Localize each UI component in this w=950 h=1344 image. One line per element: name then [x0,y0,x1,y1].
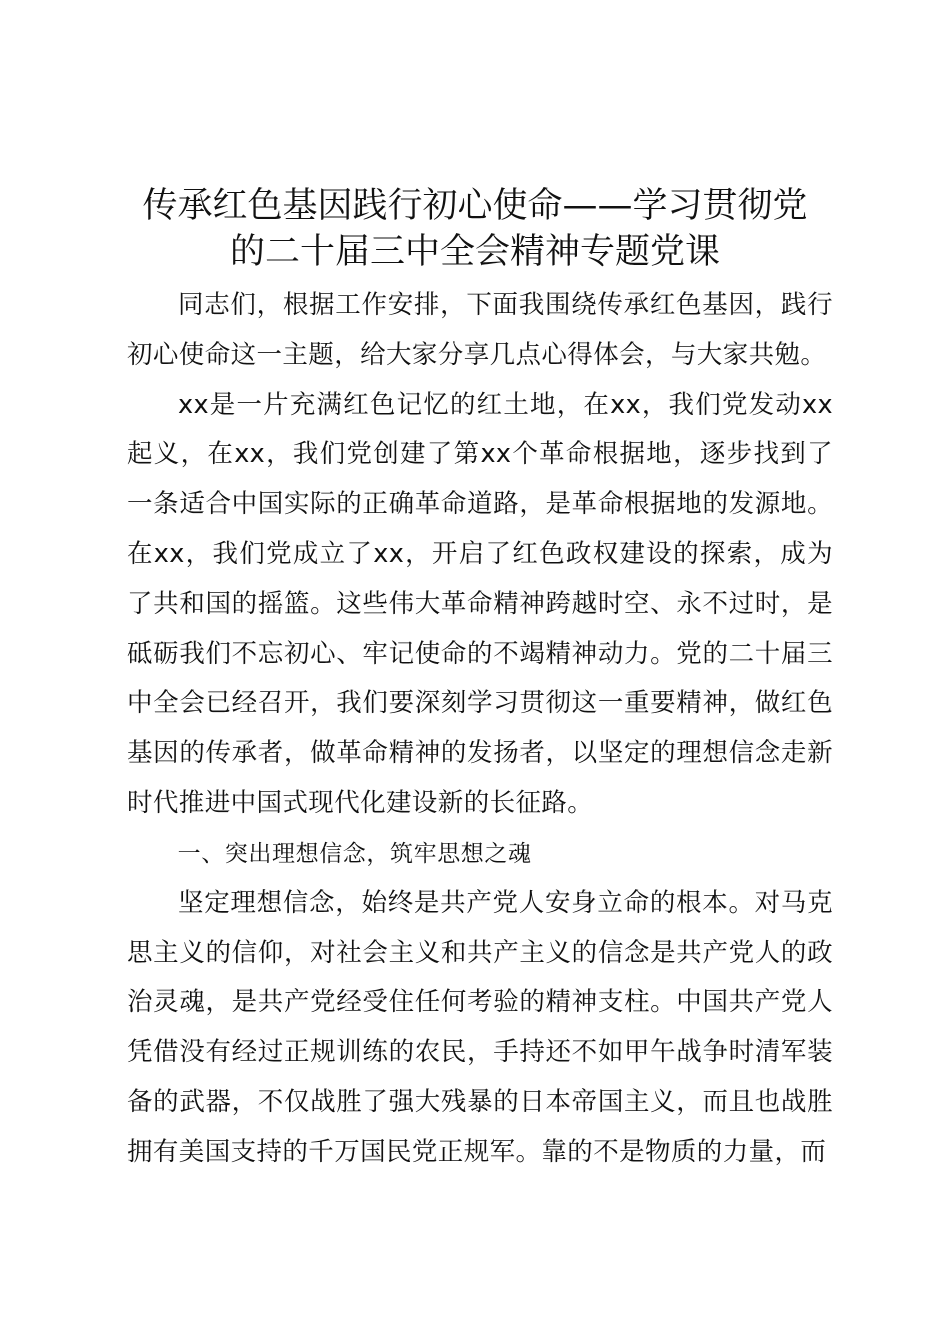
title-line-2: 的二十届三中全会精神专题党课 [229,232,720,272]
title-line-1: 传承红色基因践行初心使命——学习贯彻党 [142,186,808,226]
paragraph-history: xx是一片充满红色记忆的红土地，在xx，我们党发动xx起义，在xx，我们党创建了第xx个革命根据地，逐步找到了一条适合中国实际的正确革命道路，是革命根据地的发源地。在xx，我们党成立了xx，开启了红色政权建设的探索，成为了共和国的摇篮。这些伟大革命精神跨越时空、永不过时，是砥砺我们不忘初心、牢记使命的不竭精神动力。党的二十届三中全会已经召开，我们要深刻学习贯彻这一重要精神，做红色基因的传承者，做革命精神的发扬者，以坚定的理想信念走新时代推进中国式现代化建设新的长征路。 [127,389,833,818]
document-body [127,281,833,1178]
paragraph-intro: 同志们，根据工作安排，下面我围绕传承红色基因，践行初心使命这一主题，给大家分享几点心得体会，与大家共勉。 [127,290,833,370]
document-title [110,183,840,275]
section-heading: 一、突出理想信念，筑牢思想之魂 [177,840,532,867]
paragraph-section-1: 坚定理想信念，始终是共产党人安身立命的根本。对马克思主义的信仰，对社会主义和共产主义的信念是共产党人的政治灵魂，是共产党经受住任何考验的精神支柱。中国共产党人凭借没有经过正规训练的农民，手持还不如甲午战争时清军装备的武器，不仅战胜了强大残暴的日本帝国主义，而且也战胜拥有美国支持的千万国民党正规军。靠的不是物质的力量，而 [127,887,833,1167]
